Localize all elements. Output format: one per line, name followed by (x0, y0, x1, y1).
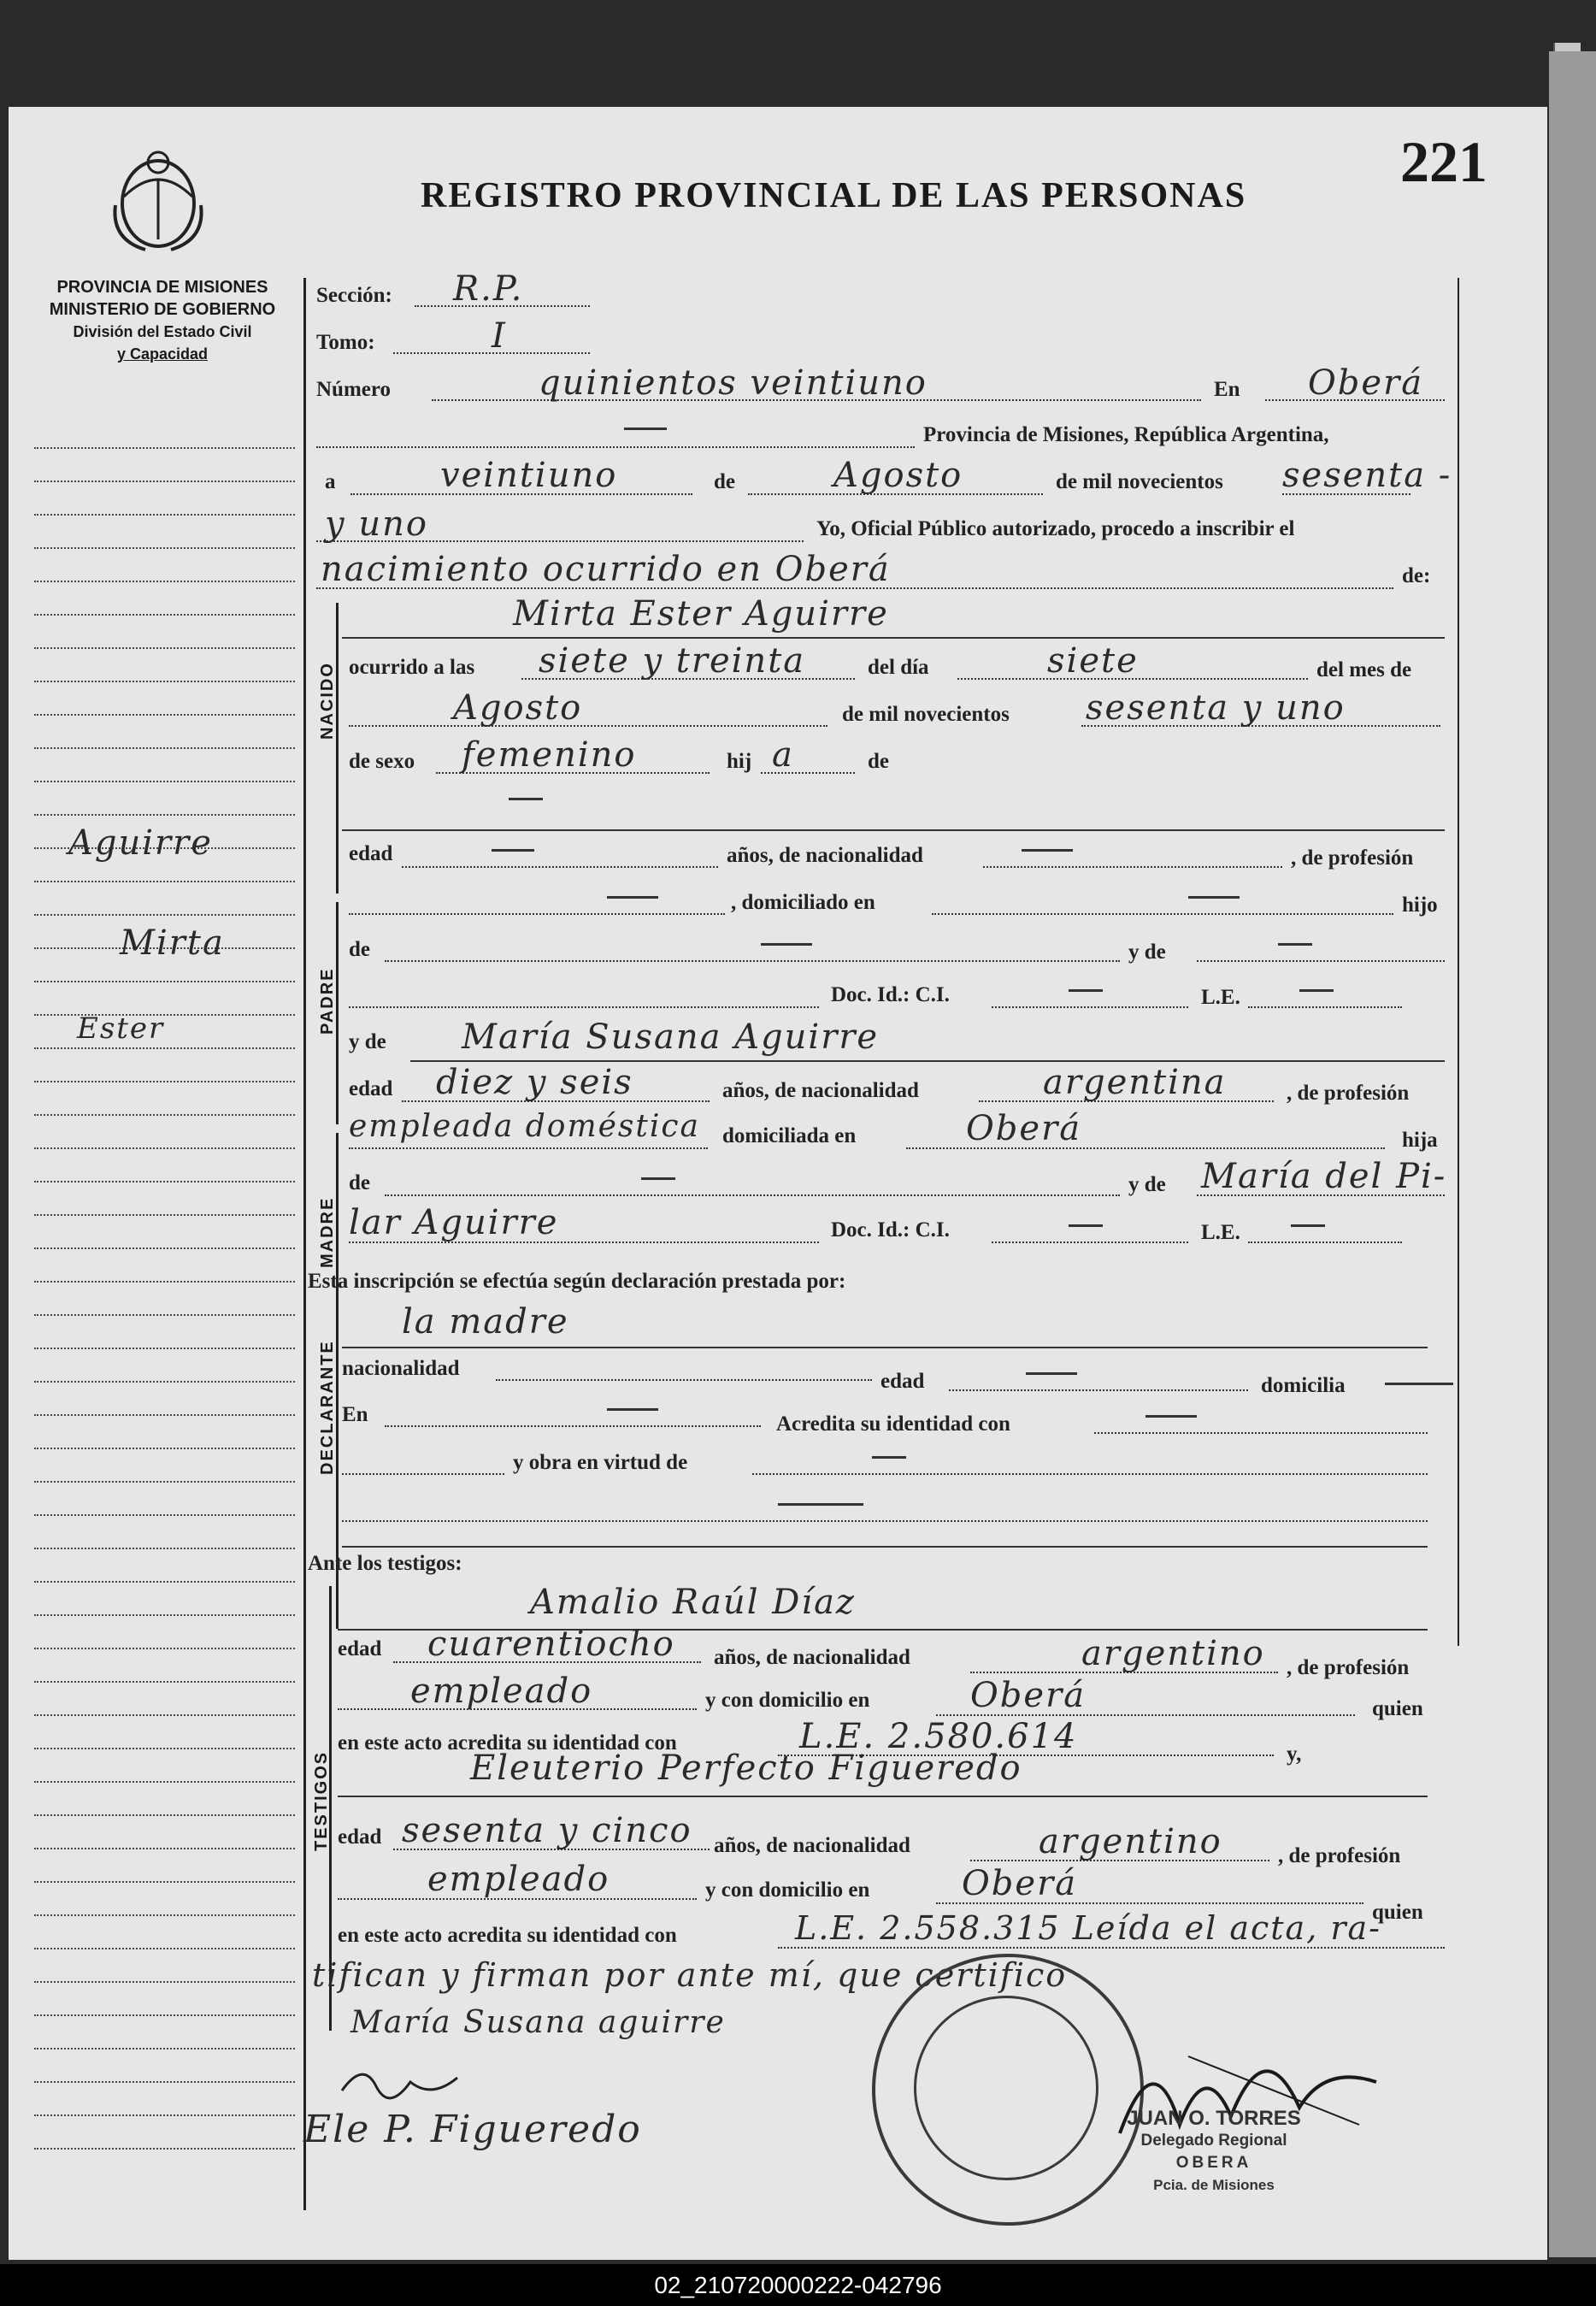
t2-edad-label: edad (338, 1825, 382, 1849)
padre-doc-label: Doc. Id.: C.I. (831, 983, 950, 1006)
hij-suffix-value: a (772, 735, 794, 775)
provincia-text: Provincia de Misiones, República Argentina, (923, 423, 1329, 446)
ante-testigos-text: Ante los testigos: (308, 1552, 462, 1575)
sexo-value: femenino (462, 735, 637, 775)
padre-domic-label: , domiciliado en (731, 891, 875, 914)
hora-value: siete y treinta (539, 641, 806, 681)
hij-label: hij (727, 750, 752, 773)
section-testigos-label: TESTIGOS (312, 1750, 331, 1851)
numero-label: Número (316, 378, 392, 401)
t2-quien-label: quien (1372, 1901, 1423, 1924)
header-line-1: PROVINCIA DE MISIONES (56, 278, 268, 297)
testigo1-nombre-value: Amalio Raúl Díaz (530, 1583, 856, 1622)
testigo2-edad-value: sesenta y cinco (402, 1811, 692, 1850)
de-label-2: de (868, 750, 889, 773)
abuela-value-1: María del Pi- (1201, 1157, 1447, 1196)
t1-y-label: y, (1287, 1743, 1302, 1766)
testigo2-nac-value: argentino (1039, 1822, 1222, 1861)
padre-le-label: L.E. (1201, 986, 1240, 1009)
header-line-4: y Capacidad (116, 345, 209, 363)
section-padre-label: PADRE (318, 967, 337, 1035)
padre-de-label: de (349, 938, 370, 961)
dia-value: siete (1047, 641, 1139, 681)
page-number: 221 (1400, 129, 1487, 194)
section-nacido-label: NACIDO (318, 662, 337, 740)
official-stamp-text (1111, 2108, 1316, 2197)
witness-signature: Ele P. Figueredo (303, 2108, 642, 2151)
madre-prof-label: , de profesión (1287, 1082, 1410, 1105)
official-province: Pcia. de Misiones (1153, 2177, 1275, 2193)
nacimiento-value: nacimiento ocurrido en Oberá (321, 550, 891, 589)
coat-of-arms-icon (111, 145, 205, 257)
decl-en-label: En (342, 1403, 368, 1426)
en-value: Oberá (1308, 363, 1424, 403)
declarante-value: la madre (402, 1302, 569, 1342)
dia-inscripcion-value: veintiuno (440, 456, 618, 495)
anio-nac-value: sesenta y uno (1086, 688, 1346, 728)
section-madre-label: MADRE (318, 1196, 337, 1268)
t2-dom-label: y con domicilio en (705, 1878, 870, 1902)
mother-signature: María Susana aguirre (350, 2005, 726, 2040)
madre-dom-value: Oberá (966, 1109, 1082, 1148)
del-dia-label: del día (868, 656, 929, 679)
esta-inscripcion-text: Esta inscripción se efectúa según declaración prestada por: (308, 1270, 846, 1293)
madre-de-label: de (349, 1171, 370, 1194)
t1-anos-label: años, de nacionalidad (714, 1646, 910, 1669)
de-mil-label: de mil novecientos (1056, 470, 1223, 493)
testigo1-prof-value: empleado (410, 1672, 593, 1711)
testigo2-dom-value: Oberá (962, 1864, 1078, 1903)
mes-value: Agosto (453, 688, 583, 728)
en-label: En (1214, 378, 1240, 401)
madre-yde2-label: y de (1128, 1173, 1166, 1196)
madre-doc-label: Doc. Id.: C.I. (831, 1218, 950, 1241)
de-label: de (714, 470, 735, 493)
initial-scribble (338, 2056, 466, 2108)
madre-le-label: L.E. (1201, 1221, 1240, 1244)
a-label: a (325, 470, 336, 493)
official-title: Delegado Regional (1140, 2132, 1287, 2150)
madre-domic-label: domiciliada en (722, 1124, 857, 1147)
madre-hija-label: hija (1402, 1129, 1438, 1152)
anio-inscripcion-value: sesenta - (1282, 456, 1452, 495)
nacido-nombre-value: Mirta Ester Aguirre (513, 594, 889, 634)
padre-hijo-label: hijo (1402, 894, 1438, 917)
main-vertical-rule (303, 278, 306, 2210)
madre-nac-value: argentina (1043, 1063, 1227, 1102)
margin-name-1: Mirta (120, 923, 225, 963)
issuer-header (26, 276, 299, 365)
yo-oficial-text: Yo, Oficial Público autorizado, procedo a inscribir el (816, 517, 1295, 540)
closing-text: tifican y firman por ante mí, que certifico (312, 1956, 1068, 1994)
margin-surname: Aguirre (68, 823, 213, 863)
official-place: OBERA (1175, 2154, 1252, 2172)
padre-anos-label: años, de nacionalidad (727, 844, 923, 867)
numero-value: quinientos veintiuno (539, 363, 928, 403)
right-vertical-rule (1458, 278, 1459, 1646)
page-title: REGISTRO PROVINCIAL DE LAS PERSONAS (421, 176, 1247, 215)
testigo1-edad-value: cuarentiocho (427, 1625, 675, 1664)
t1-edad-label: edad (338, 1637, 382, 1660)
madre-prof-value: empleada doméstica (349, 1109, 700, 1144)
decl-acredita-label: Acredita su identidad con (776, 1412, 1010, 1436)
de-mil-nov-label: de mil novecientos (842, 703, 1010, 726)
scanner-edge (1549, 51, 1596, 2257)
register-page (9, 107, 1547, 2260)
testigo1-doc-value: L.E. 2.580.614 (799, 1717, 1078, 1756)
t1-prof-label: , de profesión (1287, 1656, 1410, 1679)
testigo1-dom-value: Oberá (970, 1676, 1087, 1715)
section-declarante-label: DECLARANTE (318, 1340, 337, 1475)
madre-nombre-value: María Susana Aguirre (462, 1017, 880, 1057)
scan-footer-code: 02_210720000222-042796 (0, 2264, 1596, 2306)
decl-domicilia-label: domicilia (1261, 1374, 1346, 1397)
mes-inscripcion-value: Agosto (833, 456, 963, 495)
madre-anos-label: años, de nacionalidad (722, 1079, 919, 1102)
tomo-label: Tomo: (316, 331, 375, 354)
tomo-value: I (492, 316, 507, 356)
decl-edad-label: edad (880, 1370, 925, 1393)
official-name: JUAN O. TORRES (1127, 2107, 1301, 2130)
testigo2-prof-value: empleado (427, 1860, 610, 1899)
sexo-label: de sexo (349, 750, 415, 773)
decl-obra-label: y obra en virtud de (513, 1451, 688, 1474)
abuela-value-2: lar Aguirre (349, 1203, 559, 1242)
t2-acredita-label: en este acto acredita su identidad con (338, 1924, 677, 1947)
padre-yde-label: y de (1128, 941, 1166, 964)
header-line-2: MINISTERIO DE GOBIERNO (49, 300, 276, 319)
ocurrido-label: ocurrido a las (349, 656, 475, 679)
de-colon-label: de: (1402, 564, 1431, 587)
t1-quien-label: quien (1372, 1697, 1423, 1720)
madre-edad-value: diez y seis (436, 1063, 633, 1102)
t1-acredita-label: en este acto acredita su identidad con (338, 1731, 677, 1755)
testigo2-nombre-value: Eleuterio Perfecto Figueredo (470, 1749, 1022, 1788)
madre-edad-label: edad (349, 1077, 393, 1100)
margin-name-2: Ester (77, 1011, 165, 1046)
t1-dom-label: y con domicilio en (705, 1689, 870, 1712)
madre-yde-label: y de (349, 1030, 386, 1053)
t2-anos-label: años, de nacionalidad (714, 1834, 910, 1857)
t2-prof-label: , de profesión (1278, 1844, 1401, 1867)
decl-nac-label: nacionalidad (342, 1357, 460, 1380)
seccion-label: Sección: (316, 284, 392, 307)
del-mes-label: del mes de (1316, 658, 1412, 681)
seccion-value: R.P. (453, 269, 524, 309)
testigo2-doc-value: L.E. 2.558.315 Leída el acta, ra- (795, 1909, 1382, 1947)
testigo1-nac-value: argentino (1081, 1634, 1265, 1673)
anio-inscripcion-cont: y uno (325, 504, 428, 544)
padre-prof-label: , de profesión (1291, 846, 1414, 870)
header-line-3: División del Estado Civil (73, 323, 252, 340)
padre-edad-label: edad (349, 842, 393, 865)
